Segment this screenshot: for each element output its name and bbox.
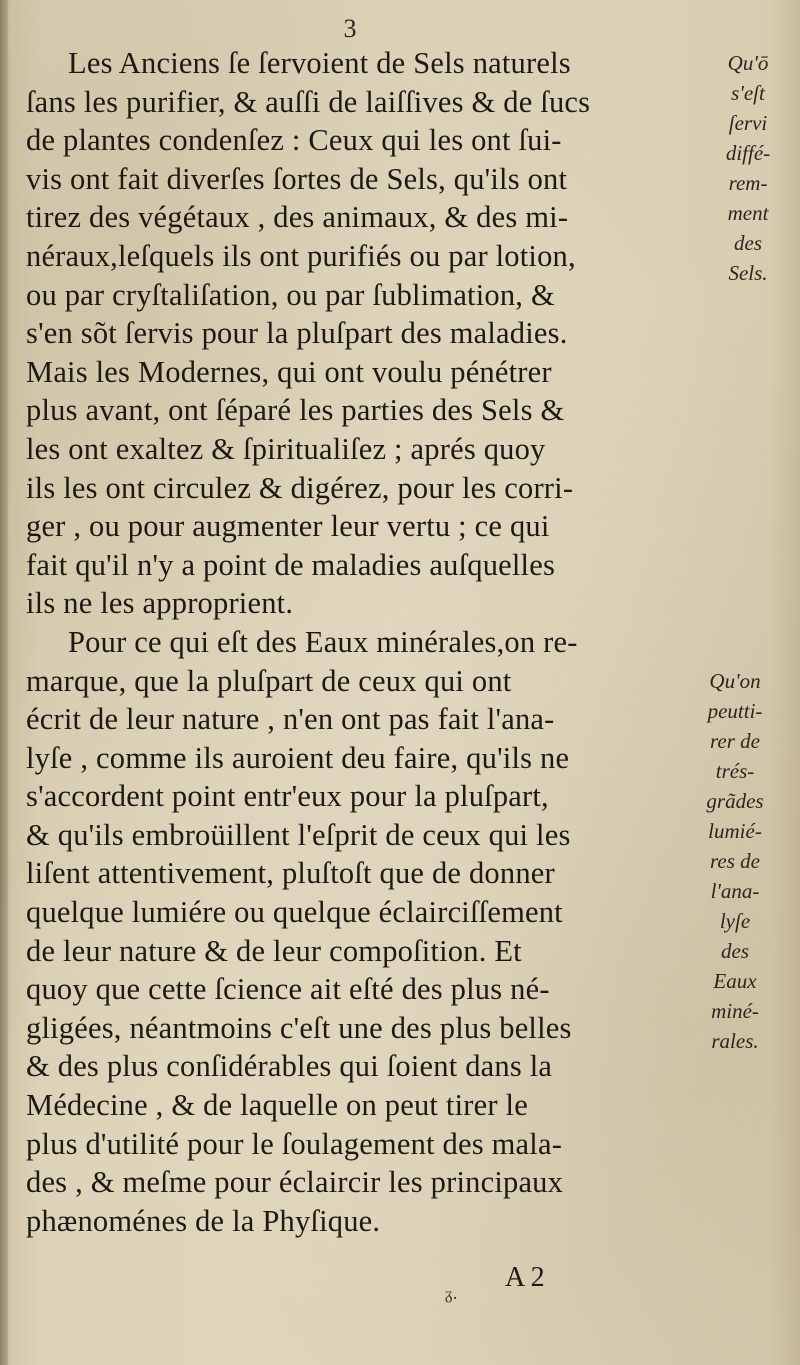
text-line: ou par cryſtaliſation, ou par ſublimation, & <box>26 277 555 312</box>
text-line: lyſe , comme ils auroient deu faire, qu'ils ne <box>26 740 570 775</box>
text-line: Mais les Modernes, qui ont voulu pénétrer <box>26 354 552 389</box>
margin-note-line: rer de <box>710 729 760 753</box>
text-line: écrit de leur nature , n'en ont pas fait l'ana- <box>26 702 555 737</box>
margin-note-eaux-minerales <box>680 666 790 1056</box>
page-binding-edge <box>0 0 8 1365</box>
text-line: de leur nature & de leur compoſition. Et <box>26 933 522 968</box>
text-line: & des plus conſidérables qui ſoient dans la <box>26 1049 553 1084</box>
text-line: plus d'utilité pour le ſoulagement des mala- <box>26 1126 563 1161</box>
text-line: quoy que cette ſcience ait eſté des plus né- <box>26 972 550 1007</box>
margin-note-line: Eaux <box>713 969 757 993</box>
text-line: Pour ce qui eſt des Eaux minérales,on re- <box>68 624 578 659</box>
signature-mark: A 2 <box>505 1262 545 1293</box>
text-line: & qu'ils embroüillent l'eſprit de ceux qui les <box>26 817 571 852</box>
text-line: plus avant, ont ſéparé les parties des Sels & <box>26 393 565 428</box>
margin-note-line: trés- <box>715 759 755 783</box>
margin-note-line: rales. <box>711 1029 759 1053</box>
text-line: tirez des végétaux , des animaux, & des mi- <box>26 200 569 235</box>
margin-note-line: Sels. <box>728 261 768 285</box>
margin-note-line: s'eſt <box>731 81 765 105</box>
margin-note-line: Qu'ō <box>727 51 769 75</box>
text-line: ger , ou pour augmenter leur vertu ; ce qui <box>26 509 550 544</box>
text-line: ſans les purifier, & auſſi de laiſſives & de ſucs <box>26 84 591 119</box>
text-line: s'en sõt ſervis pour la pluſpart des maladies. <box>26 316 568 351</box>
margin-note-sels <box>700 48 796 288</box>
text-line: Médecine , & de laquelle on peut tirer le <box>26 1088 528 1123</box>
text-line: ils les ont circulez & digérez, pour les corri- <box>26 470 574 505</box>
text-line: néraux,leſquels ils ont purifiés ou par lotion, <box>26 238 576 273</box>
text-line: liſent attentivement, pluſtoſt que de donner <box>26 856 555 891</box>
margin-note-line: Qu'on <box>709 669 761 693</box>
text-line: ils ne les approprient. <box>26 586 294 621</box>
catch-mark: ᵹ. <box>445 1284 458 1303</box>
text-line: marque, que la pluſpart de ceux qui ont <box>26 663 512 698</box>
text-line: vis ont fait diverſes ſortes de Sels, qu'ils ont <box>26 161 568 196</box>
text-line: fait qu'il n'y a point de maladies auſquelles <box>26 547 556 582</box>
margin-note-line: grãdes <box>706 789 764 813</box>
margin-note-line: des <box>721 939 749 963</box>
margin-note-line: des <box>734 231 762 255</box>
text-line: des , & meſme pour éclaircir les principaux <box>26 1165 564 1200</box>
margin-note-line: lumié- <box>708 819 762 843</box>
margin-note-line: ſervi <box>728 111 768 135</box>
margin-note-line: res de <box>710 849 760 873</box>
margin-note-line: peutti- <box>707 699 763 723</box>
margin-note-line: ment <box>727 201 769 225</box>
margin-note-line: miné- <box>711 999 759 1023</box>
margin-note-line: lyſe <box>719 909 751 933</box>
text-line: s'accordent point entr'eux pour la pluſpart, <box>26 779 549 814</box>
text-line: quelque lumiére ou quelque éclairciſſement <box>26 895 563 930</box>
margin-note-line: rem- <box>728 171 768 195</box>
page-number: 3 <box>343 14 357 43</box>
margin-note-line: l'ana- <box>710 879 760 903</box>
text-line: de plantes condenſez : Ceux qui les ont ſui- <box>26 123 562 158</box>
text-line: les ont exaltez & ſpiritualiſez ; aprés quoy <box>26 431 546 466</box>
body-text <box>26 44 686 1240</box>
text-line: Les Anciens ſe ſervoient de Sels naturels <box>68 46 571 80</box>
margin-note-line: diffé- <box>725 141 771 165</box>
text-line: gligées, néantmoins c'eſt une des plus belles <box>26 1010 572 1045</box>
text-line: phænoménes de la Phyſique. <box>26 1203 381 1238</box>
